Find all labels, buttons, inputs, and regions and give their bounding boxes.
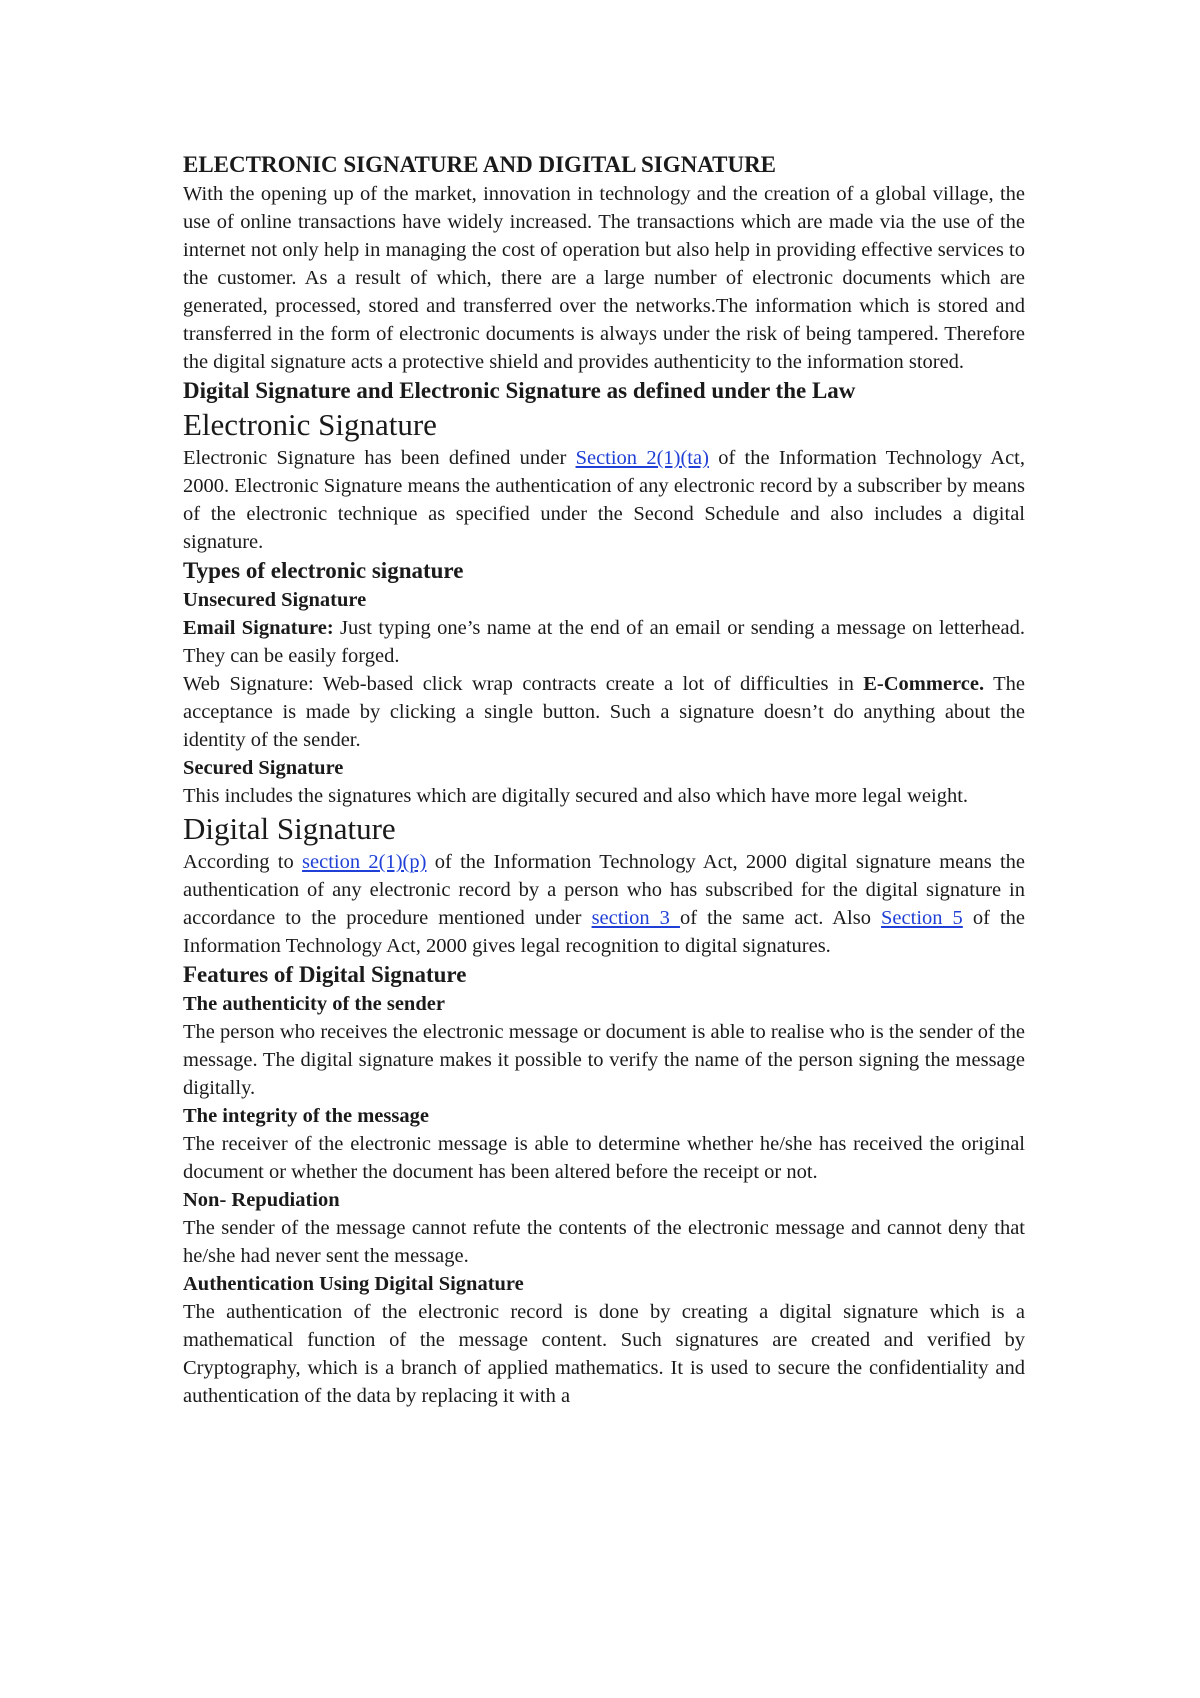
- authentication-paragraph: The authentication of the electronic record is done by creating a digital signature which is a mathematical function of the message content. Such signatures are created and verified by Cryptography, which is a branch of applied mathematics. It is used to secure the confidentiality and authentication of the data by replacing it with a: [183, 1301, 1025, 1407]
- secured-signature-paragraph: This includes the signatures which are digitally secured and also which have more legal weight.: [183, 785, 969, 807]
- authentication-heading: Authentication Using Digital Signature: [183, 1273, 524, 1295]
- document-title: ELECTRONIC SIGNATURE AND DIGITAL SIGNATURE: [183, 152, 777, 177]
- feature-authenticity-heading: The authenticity of the sender: [183, 993, 445, 1015]
- web-signature-paragraph: Web Signature: Web-based click wrap contracts create a lot of difficulties in E-Commerce. The acceptance is made by clicking a single button. Such a signature doesn’t do anything about the identity of the sender.: [183, 673, 1025, 751]
- section-2-1-p-link[interactable]: section 2(1)(p): [302, 851, 427, 873]
- document-body: [183, 150, 1025, 1410]
- law-heading: Digital Signature and Electronic Signature as defined under the Law: [183, 378, 856, 403]
- email-signature-label: Email Signature:: [183, 617, 334, 639]
- feature-authenticity-paragraph: The person who receives the electronic message or document is able to realise who is the sender of the message. The digital signature makes it possible to verify the name of the person signing the message digitally.: [183, 1021, 1025, 1099]
- section-2-1-ta-link[interactable]: Section 2(1)(ta): [575, 447, 709, 469]
- electronic-signature-heading: Electronic Signature: [183, 407, 437, 442]
- section-3-link[interactable]: section 3: [591, 907, 680, 929]
- unsecured-signature-heading: Unsecured Signature: [183, 589, 367, 611]
- email-signature-paragraph: Email Signature: Just typing one’s name at the end of an email or sending a message on letterhead. They can be easily forged.: [183, 617, 1025, 667]
- intro-paragraph: With the opening up of the market, innovation in technology and the creation of a global village, the use of online transactions have widely increased. The transactions which are made via the use of the internet not only help in managing the cost of operation but also help in providing effective services to the customer. As a result of which, there are a large number of electronic documents which are generated, processed, stored and transferred over the networks.The information which is stored and transferred in the form of electronic documents is always under the risk of being tampered. Therefore the digital signature acts a protective shield and provides authenticity to the information stored.: [183, 183, 1025, 373]
- features-heading: Features of Digital Signature: [183, 962, 467, 987]
- feature-integrity-heading: The integrity of the message: [183, 1105, 429, 1127]
- types-heading: Types of electronic signature: [183, 558, 464, 583]
- ecommerce-term: E-Commerce.: [863, 673, 985, 695]
- digital-signature-heading: Digital Signature: [183, 811, 396, 846]
- section-5-link[interactable]: Section 5: [881, 907, 963, 929]
- electronic-signature-paragraph: Electronic Signature has been defined under Section 2(1)(ta) of the Information Technology Act, 2000. Electronic Signature means the authentication of any electronic record by a subscriber by means of the electronic technique as specified under the Second Schedule and also includes a digital signature.: [183, 447, 1025, 553]
- digital-signature-paragraph: According to section 2(1)(p) of the Information Technology Act, 2000 digital signature means the authentication of any electronic record by a person who has subscribed for the digital signature in accordance to the procedure mentioned under section 3 of the same act. Also Section 5 of the Information Technology Act, 2000 gives legal recognition to digital signatures.: [183, 851, 1026, 957]
- feature-non-repudiation-heading: Non- Repudiation: [183, 1189, 340, 1211]
- feature-integrity-paragraph: The receiver of the electronic message is able to determine whether he/she has received the original document or whether the document has been altered before the receipt or not.: [183, 1133, 1025, 1183]
- secured-signature-heading: Secured Signature: [183, 757, 344, 779]
- feature-non-repudiation-paragraph: The sender of the message cannot refute the contents of the electronic message and cannot deny that he/she had never sent the message.: [183, 1217, 1025, 1267]
